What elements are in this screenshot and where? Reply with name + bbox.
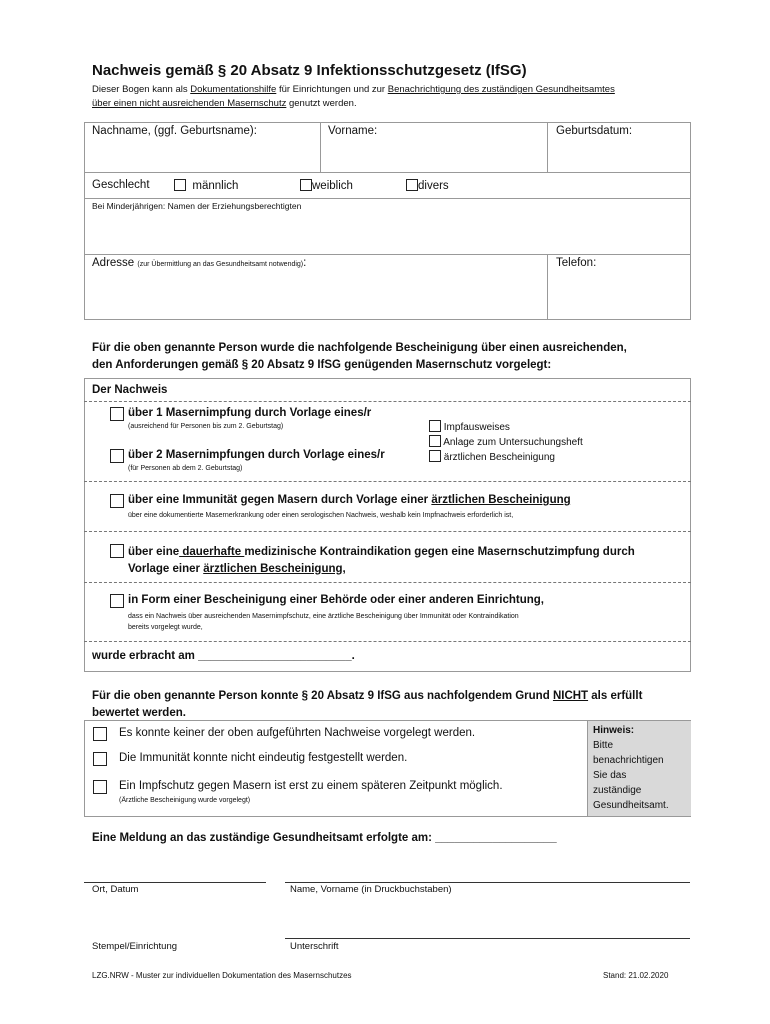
checkbox-weiblich[interactable]: weiblich: [300, 179, 353, 192]
option-5-note: dass ein Nachweis über ausreichenden Masernimpfschutz, eine ärztliche Bescheinigung über Immunität oder Kontraindikation bereits vorgelegt wurde,: [128, 613, 519, 631]
geburtsdatum-field[interactable]: Geburtsdatum:: [556, 125, 633, 137]
checkbox-icon[interactable]: [406, 179, 418, 191]
name-label: Name, Vorname (in Druckbuchstaben): [290, 884, 452, 895]
checkbox-impfung-1[interactable]: [110, 407, 124, 421]
checkbox-impfung-2[interactable]: [110, 449, 124, 463]
grund-1: Es konnte keiner der oben aufgeführten Nachweise vorgelegt werden.: [119, 727, 476, 739]
checkbox-icon[interactable]: [429, 420, 441, 432]
geschlecht-label: Geschlecht: [92, 179, 150, 191]
nachname-field[interactable]: Nachname, (ggf. Geburtsname):: [92, 125, 257, 137]
option-2-note: (für Personen ab dem 2. Geburtstag): [128, 465, 243, 472]
grund-3: Ein Impfschutz gegen Masern ist erst zu einem späteren Zeitpunkt möglich.: [119, 780, 503, 792]
option-5-behoerde: in Form einer Bescheinigung einer Behörde oder einer anderen Einrichtung,: [128, 594, 544, 606]
checkbox-icon[interactable]: [300, 179, 312, 191]
stempel-label: Stempel/Einrichtung: [92, 941, 178, 952]
adresse-field[interactable]: Adresse (zur Übermittlung an das Gesundheitsamt notwendig):: [92, 257, 307, 269]
intro-link-benachrichtigung: Benachrichtigung des zuständigen Gesundheitsamtes: [387, 84, 615, 95]
page-title: Nachweis gemäß § 20 Absatz 9 Infektionsschutzgesetz (IfSG): [92, 62, 527, 79]
telefon-field[interactable]: Telefon:: [556, 257, 597, 269]
sub-impfausweis[interactable]: Impfausweises: [429, 420, 510, 433]
ort-datum-label: Ort, Datum: [92, 884, 139, 895]
vorname-field[interactable]: Vorname:: [328, 125, 378, 137]
checkbox-grund-kein-nachweis[interactable]: [93, 727, 107, 741]
sub-untersuchungsheft[interactable]: Anlage zum Untersuchungsheft: [429, 435, 583, 448]
footer-left: LZG.NRW - Muster zur individuellen Dokumentation des Masernschutzes: [92, 971, 352, 980]
person-box: [84, 122, 691, 320]
intro-link-dokumentationshilfe: Dokumentationshilfe: [190, 84, 277, 95]
option-1-note: (ausreichend für Personen bis zum 2. Geburtstag): [128, 423, 284, 430]
hinweis-text: Hinweis: Bitte benachrichtigen Sie das zuständige Gesundheitsamt.: [593, 725, 669, 811]
checkbox-icon[interactable]: [174, 179, 186, 191]
section1-heading: Für die oben genannte Person wurde die nachfolgende Bescheinigung über einen ausreichenden, den Anforderungen gemäß § 20 Absatz 9 IfSG genügenden Masernschutz vorgelegt:: [92, 342, 627, 371]
nachweis-label: Der Nachweis: [92, 384, 168, 396]
option-2-masernimpfungen: über 2 Masernimpfungen durch Vorlage eines/r: [128, 449, 385, 461]
option-4-kontraindikation: über eine dauerhafte medizinische Kontraindikation gegen eine Masernschutzimpfung durch Vorlage einer ärztlichen Bescheinigung,: [128, 546, 635, 575]
sub-aerztliche-bescheinigung[interactable]: ärztlichen Bescheinigung: [429, 450, 555, 463]
checkbox-divers[interactable]: divers: [406, 179, 449, 192]
grund-2: Die Immunität konnte nicht eindeutig festgestellt werden.: [119, 752, 408, 764]
footer-right: Stand: 21.02.2020: [603, 971, 669, 980]
grund-3-note: (Ärztliche Bescheinigung wurde vorgelegt): [119, 797, 251, 804]
erziehungsberechtigte-field[interactable]: Bei Minderjährigen: Namen der Erziehungsberechtigten: [92, 201, 302, 211]
intro-link-masernschutz: über einen nicht ausreichenden Masernschutz: [92, 98, 287, 109]
checkbox-kontraindikation[interactable]: [110, 544, 124, 558]
option-3-immunitaet: über eine Immunität gegen Masern durch Vorlage einer ärztlichen Bescheinigung: [128, 494, 571, 506]
section2-heading: Für die oben genannte Person konnte § 20 Absatz 9 IfSG aus nachfolgendem Grund NICHT als erfüllt bewertet werden.: [92, 690, 643, 719]
checkbox-behoerde[interactable]: [110, 594, 124, 608]
checkbox-grund-immunitaet[interactable]: [93, 752, 107, 766]
checkbox-icon[interactable]: [429, 435, 441, 447]
erbracht-am-field[interactable]: wurde erbracht am ________________________.: [92, 650, 355, 662]
checkbox-immunitaet[interactable]: [110, 494, 124, 508]
checkbox-maennlich[interactable]: männlich: [174, 179, 238, 192]
meldung-field[interactable]: Eine Meldung an das zuständige Gesundheitsamt erfolgte am: ___________________: [92, 832, 557, 844]
unterschrift-label: Unterschrift: [290, 941, 339, 952]
checkbox-grund-spaeter[interactable]: [93, 780, 107, 794]
intro-text: Dieser Bogen kann als Dokumentationshilfe für Einrichtungen und zur Benachrichtigung des zuständigen Gesundheitsamtes über einen nicht ausreichenden Masernschutz genutzt werden.: [92, 84, 615, 109]
checkbox-icon[interactable]: [429, 450, 441, 462]
option-1-masernimpfung: über 1 Masernimpfung durch Vorlage eines/r: [128, 407, 372, 419]
option-3-note: über eine dokumentierte Masernerkrankung oder einen serologischen Nachweis, weshalb kein Impfnachweis erforderlich ist,: [128, 512, 514, 519]
